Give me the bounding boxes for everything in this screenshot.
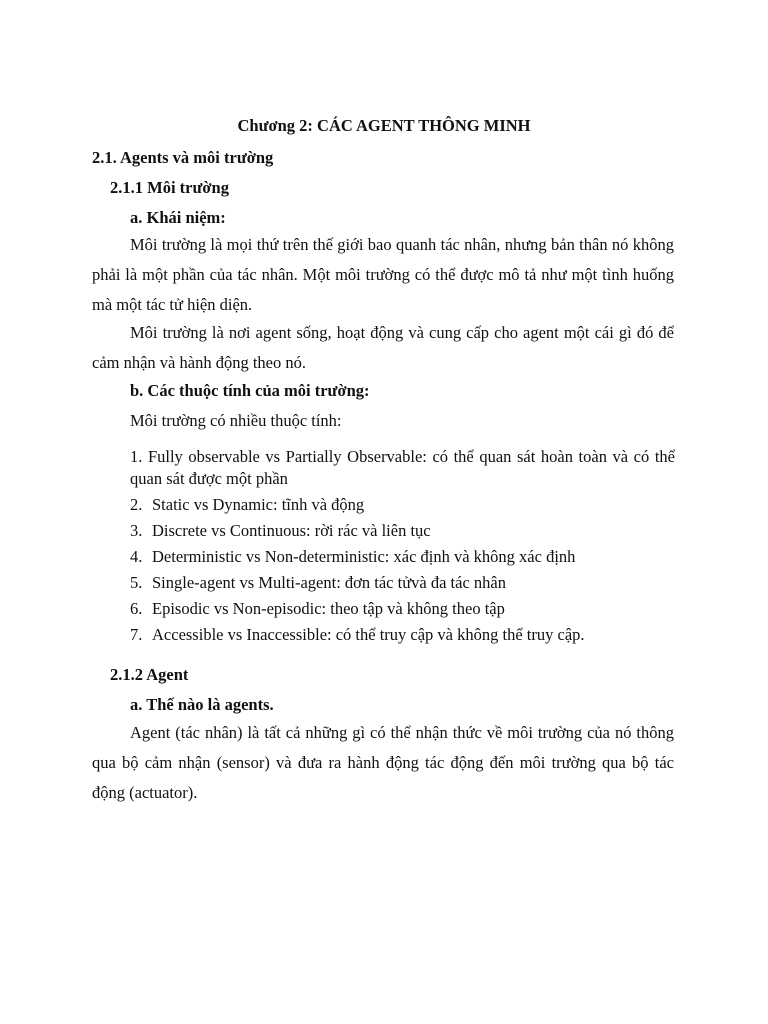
list-item — [130, 494, 675, 516]
list-item-number: 7. — [130, 625, 143, 644]
list-item — [130, 520, 675, 542]
list-item-number: 1. — [130, 447, 143, 466]
properties-list — [130, 446, 675, 650]
list-item — [130, 546, 675, 568]
list-item — [130, 446, 675, 490]
properties-intro: Môi trường có nhiều thuộc tính: — [130, 411, 342, 430]
list-item-number: 3. — [130, 521, 143, 540]
section-heading-2-1-2: 2.1.2 Agent — [110, 665, 189, 684]
paragraph-agent-definition: Agent (tác nhân) là tất cả những gì có thể nhận thức về môi trường của nó thông qua bộ cảm nhận (sensor) và đưa ra hành động tác động đến môi trường qua bộ tác động (actuator). — [92, 723, 674, 802]
subheading-the-nao-la-agents: a. Thế nào là agents. — [130, 695, 274, 714]
chapter-title: Chương 2: CÁC AGENT THÔNG MINH — [237, 116, 531, 135]
list-item-number: 5. — [130, 573, 143, 592]
list-item-text: Static vs Dynamic: tĩnh và động — [152, 495, 365, 514]
subheading-thuoc-tinh: b. Các thuộc tính của môi trường: — [130, 381, 370, 400]
list-item-text: Episodic vs Non-episodic: theo tập và không theo tập — [152, 599, 505, 618]
list-item-text: Fully observable vs Partially Observable: có thể quan sát hoàn toàn và có thể quan sát được một phần — [130, 447, 675, 488]
list-item — [130, 572, 675, 594]
section-heading-2-1: 2.1. Agents và môi trường — [92, 148, 274, 167]
list-item-text: Single-agent vs Multi-agent: đơn tác tửvà đa tác nhân — [152, 573, 506, 592]
paragraph-environment-role: Môi trường là nơi agent sống, hoạt động và cung cấp cho agent một cái gì đó để cảm nhận và hành động theo nó. — [92, 323, 674, 372]
list-item-text: Deterministic vs Non-deterministic: xác định và không xác định — [152, 547, 576, 566]
list-item-number: 2. — [130, 495, 143, 514]
list-item — [130, 598, 675, 620]
paragraph-definition: Môi trường là mọi thứ trên thế giới bao quanh tác nhân, nhưng bản thân nó không phải là một phần của tác nhân. Một môi trường có thể được mô tả như một tình huống mà một tác tử hiện diện. — [92, 235, 674, 314]
list-item-number: 4. — [130, 547, 143, 566]
list-item-text: Accessible vs Inaccessible: có thể truy cập và không thể truy cập. — [152, 625, 585, 644]
list-item-number: 6. — [130, 599, 143, 618]
subheading-khai-niem: a. Khái niệm: — [130, 208, 226, 227]
list-item-text: Discrete vs Continuous: rời rác và liên tục — [152, 521, 431, 540]
list-item — [130, 624, 675, 646]
section-heading-2-1-1: 2.1.1 Môi trường — [110, 178, 229, 197]
